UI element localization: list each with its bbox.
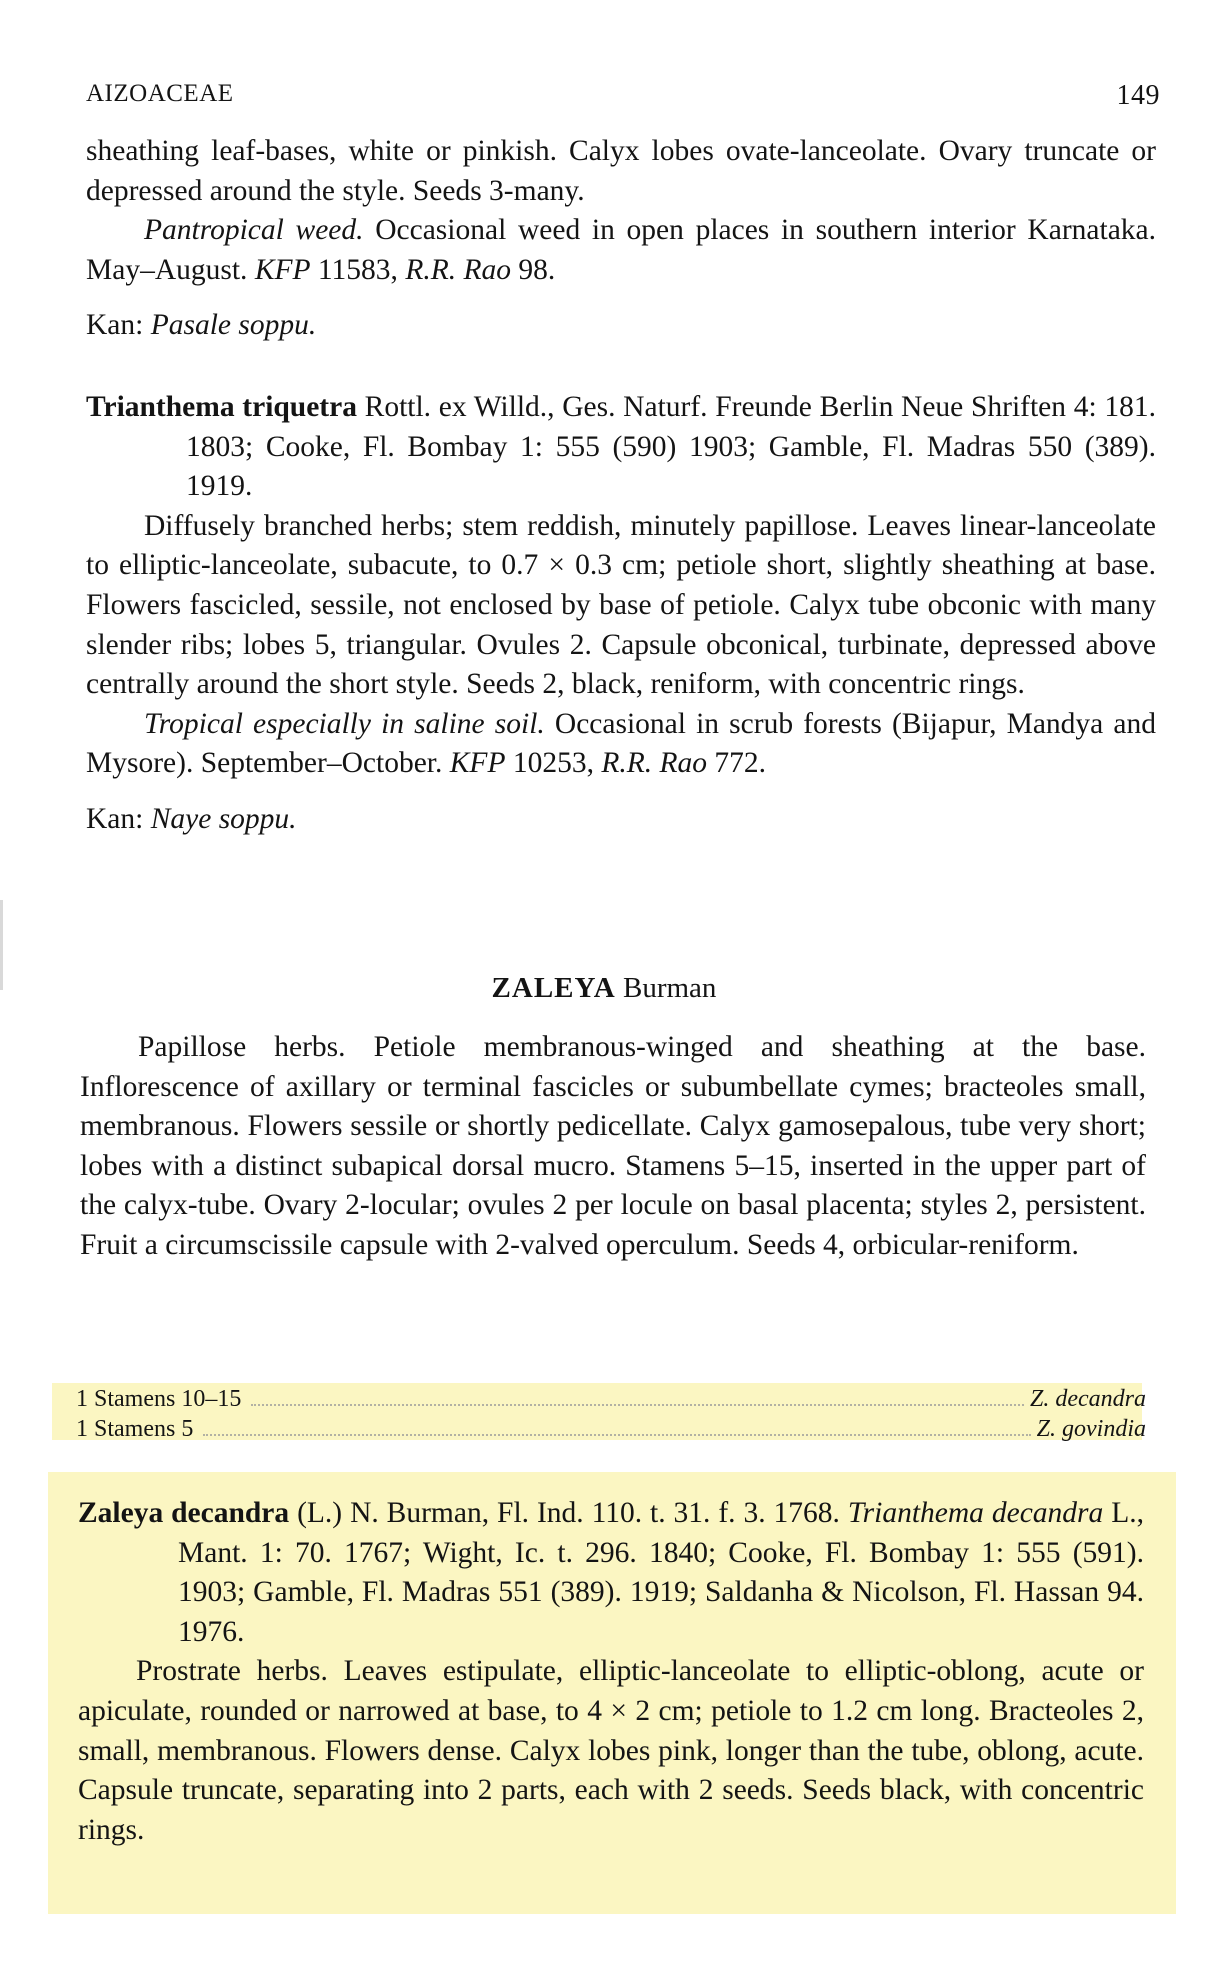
page-number: 149 — [1116, 80, 1160, 111]
vernacular-name — [86, 306, 1156, 346]
species-description: Prostrate herbs. Leaves estipulate, elliptic-lanceolate to elliptic-oblong, acute or apiculate, rounded or narrowed at base, to 4 × 2 cm; petiole to 1.2 cm long. Bracteoles 2, small, membranous. Flowers dense. Calyx lobes pink, longer than the tube, oblong, acute. Capsule truncate, separating into 2 parts, each with 2 seeds. Seeds black, with concentric rings. — [78, 1655, 1144, 1846]
distribution-text: Occasional weed in open places in southern interior Karnataka. May–August. — [86, 214, 1157, 286]
distribution-italic: Pantropical weed. — [144, 214, 364, 247]
species-distribution — [86, 705, 1156, 784]
key-taxon: Z. govindia — [1036, 1416, 1146, 1442]
genus-heading — [0, 972, 1208, 1005]
key-leader-dots — [203, 1434, 1030, 1436]
specimen-herbarium: KFP — [254, 253, 311, 286]
vernacular-value: Pasale soppu. — [150, 309, 317, 342]
species-trianthema-triquetra — [86, 388, 1156, 840]
running-head-family: AIZOACEAE — [86, 80, 234, 107]
species-zaleya-decandra — [78, 1494, 1144, 1850]
species-name: Zaleya decandra — [78, 1497, 290, 1529]
vernacular-name — [86, 800, 1156, 840]
species-synonym: Trianthema decandra — [847, 1497, 1104, 1529]
vernacular-label: Kan: — [86, 802, 151, 835]
key-taxon: Z. decandra — [1030, 1386, 1146, 1412]
distribution-italic: Tropical especially in saline soil. — [144, 707, 545, 740]
genus-name: ZALEYA — [491, 972, 616, 1004]
continued-description: sheathing leaf-bases, white or pinkish. Calyx lobes ovate-lanceolate. Ovary truncate or depressed around the style. Seeds 3-many. — [86, 135, 1156, 207]
key-lead-text: 1 Stamens 10–15 — [76, 1386, 242, 1412]
distribution-text: Occasional in scrub forests (Bijapur, Mandya and Mysore). September–October. — [86, 707, 1156, 780]
species-author: (L.) N. Burman, Fl. Ind. 110. t. 31. f. 3. 1768. — [289, 1497, 848, 1529]
key-lead-text: 1 Stamens 5 — [76, 1416, 194, 1442]
vernacular-value: Naye soppu. — [150, 802, 297, 835]
specimen-herbarium: KFP — [449, 747, 506, 780]
genus-author: Burman — [615, 972, 717, 1004]
species-citation: Rottl. ex Willd., Ges. Naturf. Freunde Berlin Neue Shriften 4: 181. 1803; Cooke, Fl. Bombay 1: 555 (590) 1903; Gamble, Fl. Madras 550 (389). 1919. — [186, 391, 1156, 503]
specimen-number-2: 772. — [707, 747, 767, 780]
specimen-number: 11583, — [310, 253, 406, 286]
continued-species-block — [86, 132, 1156, 346]
continued-distribution — [86, 211, 1156, 290]
species-description: Diffusely branched herbs; stem reddish, minutely papillose. Leaves linear-lanceolate to elliptic-lanceolate, subacute, to 0.7 × 0.3 cm; petiole short, slightly sheathing at base. Flowers fascicled, sessile, not enclosed by base of petiole. Calyx tube obconic with many slender ribs; lobes 5, triangular. Ovules 2. Capsule obconical, turbinate, depressed above centrally around the short style. Seeds 2, black, reniform, with concentric rings. — [86, 509, 1156, 701]
species-heading — [86, 388, 1156, 507]
vernacular-label: Kan: — [86, 309, 151, 342]
species-citation: L., Mant. 1: 70. 1767; Wight, Ic. t. 296. 1840; Cooke, Fl. Bombay 1: 555 (591). 1903; Gamble, Fl. Madras 551 (389). 1919; Saldanha & Nicolson, Fl. Hassan 94. 1976. — [178, 1497, 1144, 1648]
specimen-number: 10253, — [505, 747, 602, 780]
key-lead-1 — [76, 1384, 1146, 1414]
species-heading — [78, 1494, 1144, 1652]
specimen-number-2: 98. — [511, 253, 556, 286]
specimen-collector: R.R. Rao — [405, 253, 511, 286]
species-name: Trianthema triquetra — [86, 391, 357, 423]
genus-description: Papillose herbs. Petiole membranous-winged and sheathing at the base. Inflorescence of axillary or terminal fascicles or subumbellate cymes; bracteoles small, membranous. Flowers sessile or shortly pedicellate. Calyx gamosepalous, tube very short; lobes with a distinct subapical dorsal mucro. Stamens 5–15, inserted in the upper part of the calyx-tube. Ovary 2-locular; ovules 2 per locule on basal placenta; styles 2, persistent. Fruit a circumscissile capsule with 2-valved operculum. Seeds 4, orbicular-reniform. — [80, 1031, 1146, 1261]
key-lead-2 — [76, 1414, 1146, 1444]
specimen-collector: R.R. Rao — [601, 747, 708, 780]
genus-description-block — [80, 1028, 1146, 1266]
key-leader-dots — [251, 1404, 1024, 1406]
